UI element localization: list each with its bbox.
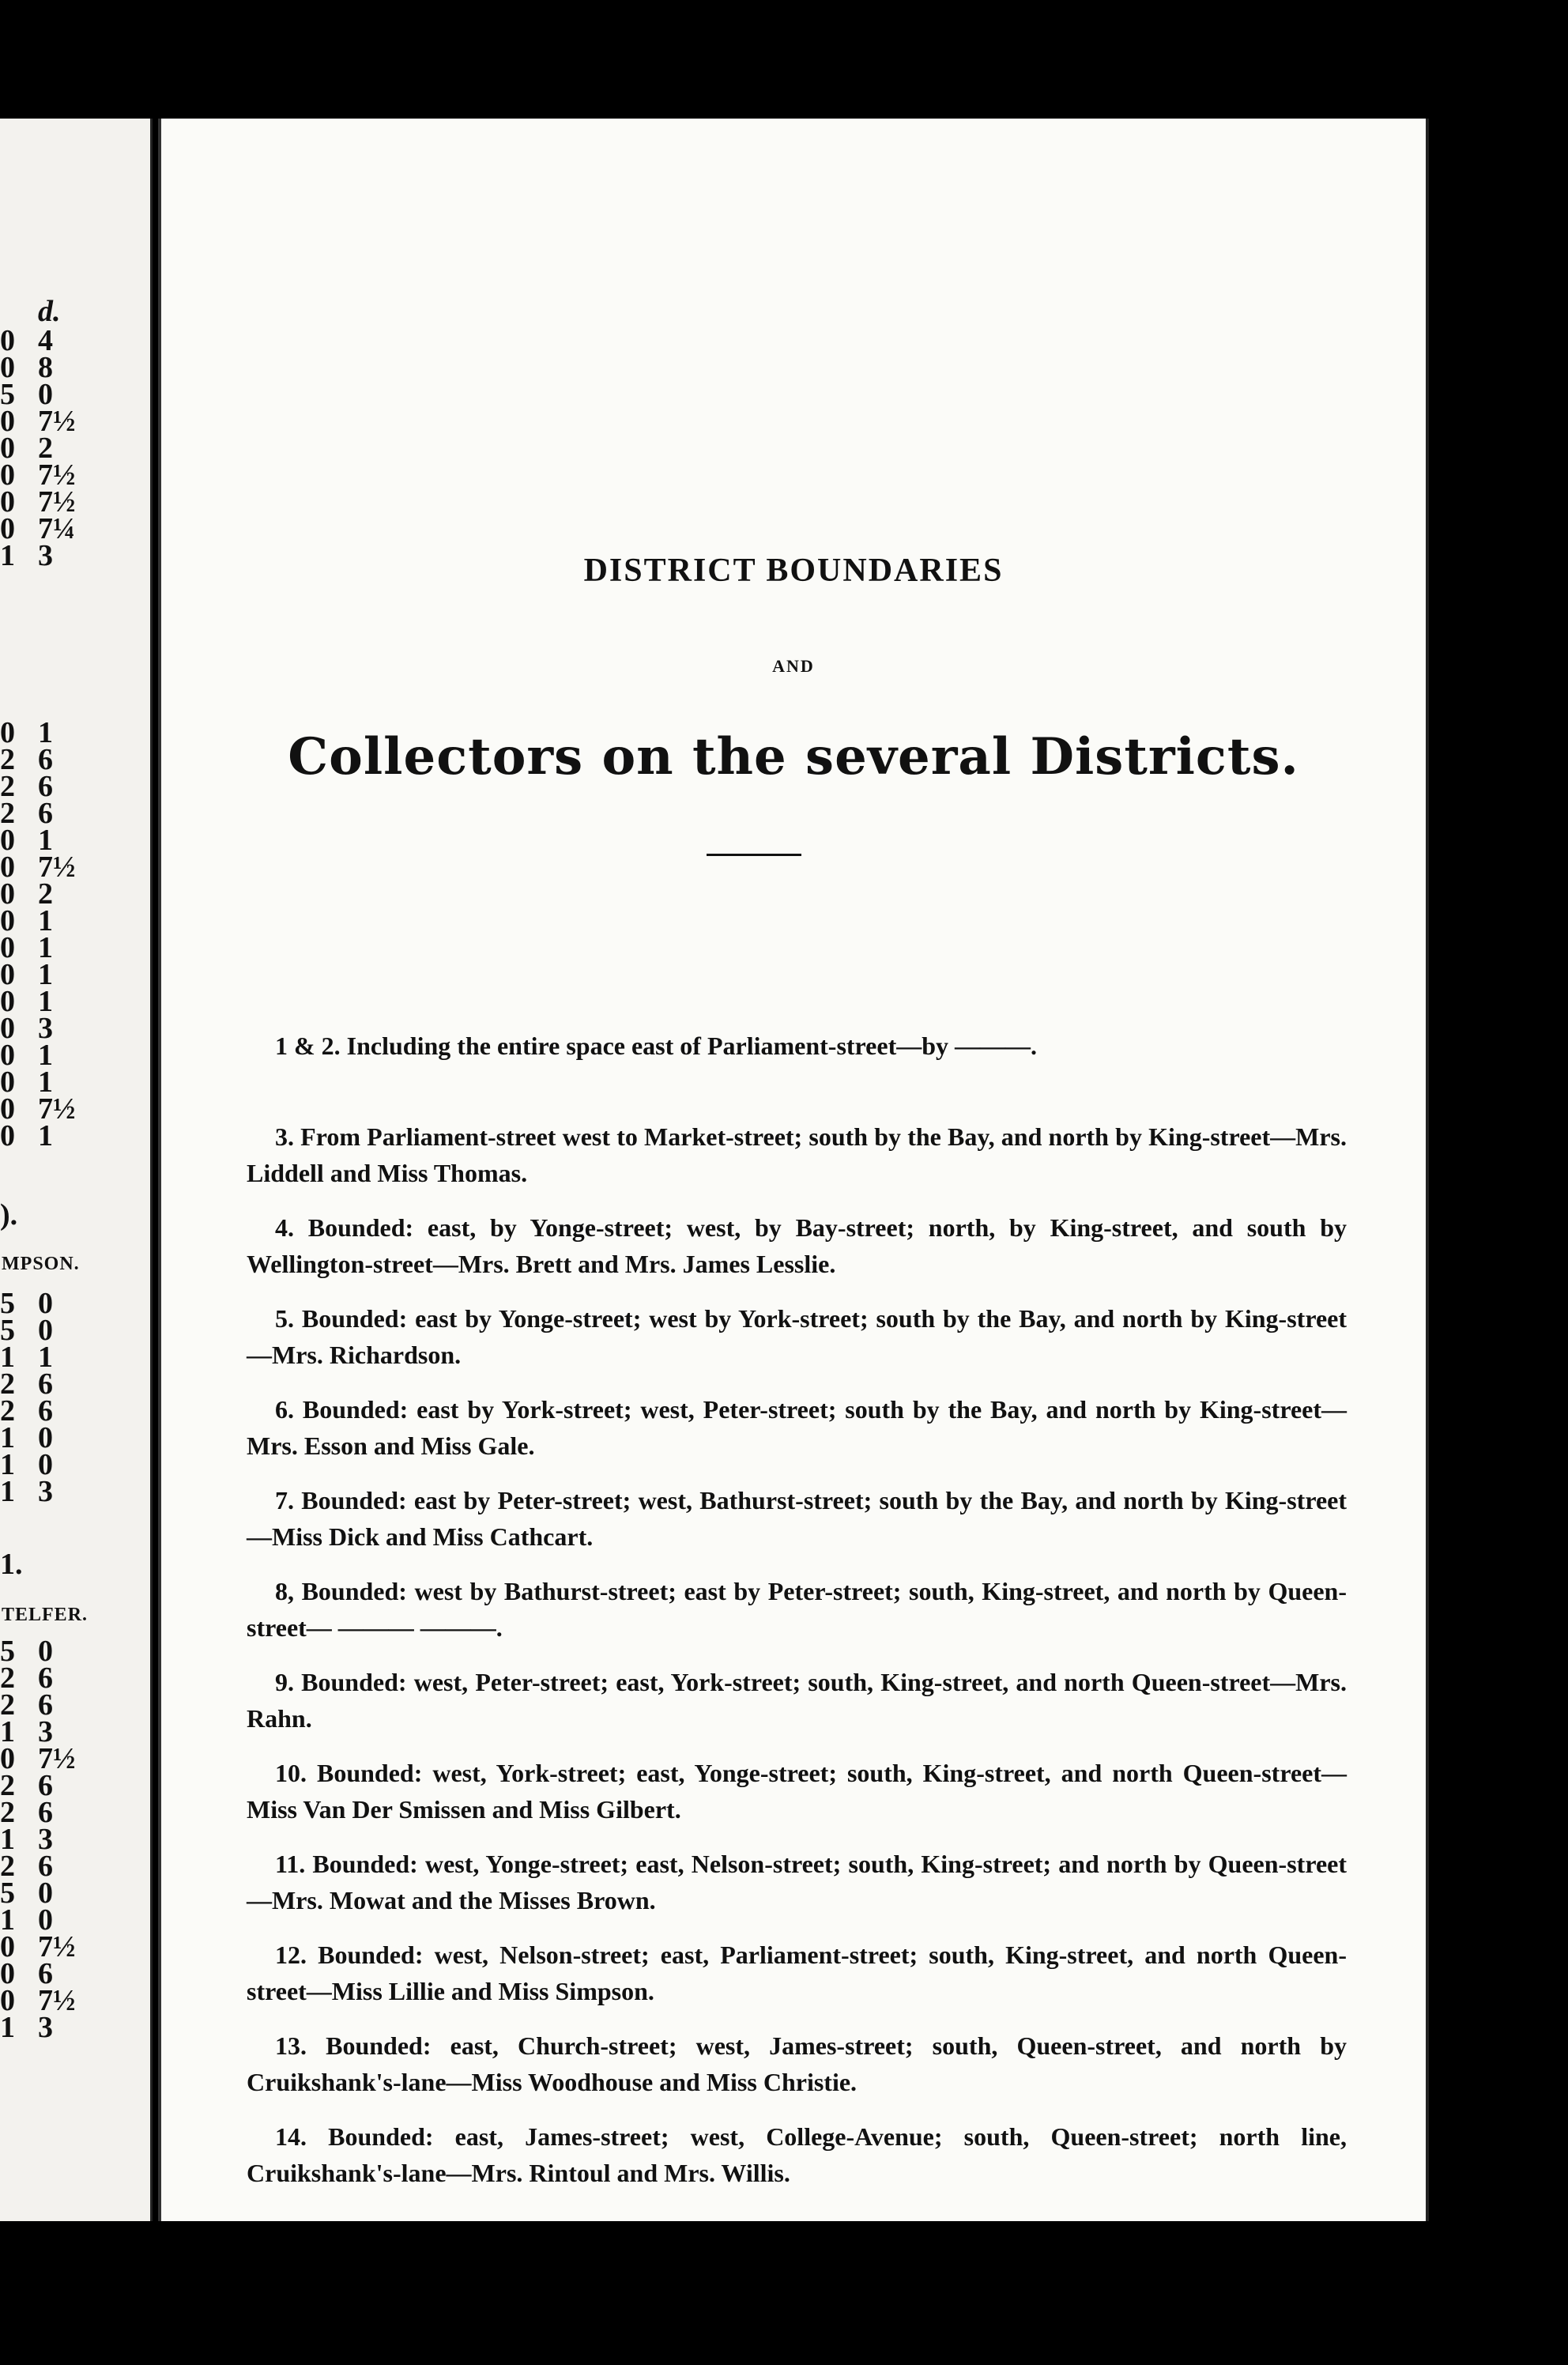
left-page-value: 1 bbox=[0, 1448, 15, 1481]
district-entry: 5. Bounded: east by Yonge-street; west by York-street; south by the Bay, and north by King-street—Mrs. Richardson. bbox=[247, 1304, 1347, 1369]
left-page-value: 0 bbox=[0, 405, 15, 438]
left-page-value: 7½ bbox=[38, 485, 76, 519]
district-entry: 12. Bounded: west, Nelson-street; east, Parliament-street; south, King-street, and north Queen-street—Miss Lillie and Miss Simpson. bbox=[247, 1941, 1347, 2005]
left-page-value: 0 bbox=[0, 1984, 15, 2017]
left-page-value: 5 bbox=[0, 1635, 15, 1668]
district-entry: 10. Bounded: west, York-street; east, Yonge-street; south, King-street, and north Queen-street—Miss Van Der Smissen and Miss Gilbert. bbox=[247, 1759, 1347, 1824]
left-page-value: 2 bbox=[0, 1688, 15, 1722]
left-page-value: 3 bbox=[38, 2011, 53, 2044]
left-page-value: 1 bbox=[38, 904, 53, 937]
left-page-label: TELFER. bbox=[2, 1605, 89, 1625]
left-page-value: 1 bbox=[38, 985, 53, 1018]
left-page-value: 6 bbox=[38, 797, 53, 830]
left-page-value: 5 bbox=[0, 1287, 15, 1320]
left-page-value: 1 bbox=[38, 1066, 53, 1099]
left-page-label: MPSON. bbox=[2, 1254, 80, 1274]
left-page-value: 1 bbox=[0, 2011, 15, 2044]
left-page-value: 0 bbox=[38, 1635, 53, 1668]
left-page-value: 7½ bbox=[38, 1984, 76, 2017]
left-page-value: 0 bbox=[0, 958, 15, 991]
left-page-value: 0 bbox=[0, 1119, 15, 1152]
district-entry: 4. Bounded: east, by Yonge-street; west, by Bay-street; north, by King-street, and south by Wellington-street—Mrs. Brett and Mrs. James Lesslie. bbox=[247, 1213, 1347, 1278]
left-page-fragment bbox=[0, 119, 153, 2221]
left-page-value: 3 bbox=[38, 1715, 53, 1748]
left-page-value: 2 bbox=[38, 432, 53, 465]
left-page-value: 8 bbox=[38, 351, 53, 384]
left-page-value: 7½ bbox=[38, 405, 76, 438]
left-page-value: 3 bbox=[38, 1012, 53, 1045]
left-page-value: 6 bbox=[38, 1850, 53, 1883]
left-page-value: 5 bbox=[0, 1877, 15, 1910]
left-page-value: 7½ bbox=[38, 1742, 76, 1775]
left-page-value: 6 bbox=[38, 1367, 53, 1401]
left-page-value: 7½ bbox=[38, 1092, 76, 1126]
district-entry: 11. Bounded: west, Yonge-street; east, Nelson-street; south, King-street; and north by Queen-street—Mrs. Mowat and the Misses Brown. bbox=[247, 1850, 1347, 1914]
left-page-value: 1 bbox=[38, 716, 53, 749]
left-page-value: 0 bbox=[0, 851, 15, 884]
left-page-value: 6 bbox=[38, 1796, 53, 1829]
left-page-value: 3 bbox=[38, 539, 53, 572]
district-entry: 9. Bounded: west, Peter-street; east, York-street; south, King-street, and north Queen-street—Mrs. Rahn. bbox=[247, 1668, 1347, 1733]
left-page-value: 2 bbox=[0, 1662, 15, 1695]
left-page-value: 1 bbox=[0, 1421, 15, 1454]
left-page-label: ). bbox=[0, 1198, 18, 1232]
district-entry: 1 & 2. Including the entire space east of Parliament-street—by ———. bbox=[275, 1032, 1038, 1060]
left-page-value: 2 bbox=[0, 743, 15, 776]
left-page-label: d. bbox=[38, 295, 61, 328]
left-page-value: 6 bbox=[38, 743, 53, 776]
left-page-value: 0 bbox=[38, 1314, 53, 1347]
left-page-value: 1 bbox=[38, 958, 53, 991]
left-page-value: 0 bbox=[0, 1012, 15, 1045]
district-entry: 3. From Parliament-street west to Market-street; south by the Bay, and north by King-street—Mrs. Liddell and Miss Thomas. bbox=[247, 1122, 1347, 1187]
left-page-value: 7½ bbox=[38, 851, 76, 884]
left-page-value: 2 bbox=[0, 1796, 15, 1829]
left-page-value: 0 bbox=[0, 1039, 15, 1072]
left-page-value: 0 bbox=[0, 1742, 15, 1775]
left-page-value: 3 bbox=[38, 1475, 53, 1508]
left-page-value: 0 bbox=[0, 512, 15, 545]
left-page-value: 0 bbox=[0, 1092, 15, 1126]
left-page-value: 1 bbox=[38, 1119, 53, 1152]
left-page-value: 0 bbox=[38, 1421, 53, 1454]
left-page-value: 1 bbox=[0, 1903, 15, 1937]
left-page-value: 0 bbox=[38, 1448, 53, 1481]
left-page-value: 6 bbox=[38, 1769, 53, 1802]
left-page-value: 3 bbox=[38, 1823, 53, 1856]
main-page bbox=[158, 119, 1429, 2221]
left-page-value: 5 bbox=[0, 1314, 15, 1347]
left-page-value: 0 bbox=[0, 1930, 15, 1963]
left-page-value: 2 bbox=[0, 797, 15, 830]
left-page-value: 2 bbox=[0, 1769, 15, 1802]
divider-rule bbox=[707, 854, 801, 856]
left-page-value: 0 bbox=[0, 716, 15, 749]
left-page-value: 0 bbox=[38, 378, 53, 411]
left-page-label: 1. bbox=[0, 1548, 23, 1581]
left-page-value: 2 bbox=[0, 770, 15, 803]
left-page-value: 1 bbox=[0, 1715, 15, 1748]
left-page-value: 0 bbox=[38, 1877, 53, 1910]
district-entry: 6. Bounded: east by York-street; west, Peter-street; south by the Bay, and north by King-street—Mrs. Esson and Miss Gale. bbox=[247, 1395, 1347, 1460]
left-page-value: 0 bbox=[0, 324, 15, 357]
left-page-value: 1 bbox=[0, 1475, 15, 1508]
left-page-value: 6 bbox=[38, 1662, 53, 1695]
left-page-value: 0 bbox=[0, 931, 15, 964]
left-page-value: 0 bbox=[0, 1066, 15, 1099]
left-page-value: 1 bbox=[0, 539, 15, 572]
left-page-value: 0 bbox=[38, 1903, 53, 1937]
left-page-value: 0 bbox=[38, 1287, 53, 1320]
left-page-value: 0 bbox=[0, 824, 15, 857]
left-page-value: 7½ bbox=[38, 458, 76, 492]
page-title: DISTRICT BOUNDARIES bbox=[583, 553, 1004, 589]
left-page-value: 2 bbox=[0, 1367, 15, 1401]
left-page-value: 0 bbox=[0, 877, 15, 911]
left-page-value: 2 bbox=[38, 877, 53, 911]
page-subtitle: Collectors on the several Districts. bbox=[288, 727, 1299, 786]
district-entry: 7. Bounded: east by Peter-street; west, Bathurst-street; south by the Bay, and north by King-street—Miss Dick and Miss Cathcart. bbox=[247, 1486, 1347, 1551]
district-entry: 14. Bounded: east, James-street; west, College-Avenue; south, Queen-street; north line, Cruikshank's-lane—Mrs. Rintoul and Mrs. Willis. bbox=[247, 2122, 1347, 2187]
left-page-value: 5 bbox=[0, 378, 15, 411]
left-page-value: 0 bbox=[0, 485, 15, 519]
left-page-value: 6 bbox=[38, 1688, 53, 1722]
district-entry: 13. Bounded: east, Church-street; west, James-street; south, Queen-street, and north by Cruikshank's-lane—Miss Woodhouse and Miss Christie. bbox=[247, 2031, 1347, 2096]
left-page-value: 6 bbox=[38, 1394, 53, 1428]
left-page-value: 6 bbox=[38, 770, 53, 803]
title-connector: AND bbox=[772, 656, 815, 676]
left-page-value: 1 bbox=[38, 931, 53, 964]
left-page-value: 0 bbox=[0, 351, 15, 384]
left-page-value: 0 bbox=[0, 432, 15, 465]
left-page-value: 0 bbox=[0, 904, 15, 937]
left-page-value: 1 bbox=[38, 1341, 53, 1374]
district-entry: 8, Bounded: west by Bathurst-street; east by Peter-street; south, King-street, and north by Queen-street— ——— ———. bbox=[247, 1577, 1347, 1642]
left-page-value: 2 bbox=[0, 1850, 15, 1883]
left-page-value: 0 bbox=[0, 1957, 15, 1990]
left-page-value: 7½ bbox=[38, 1930, 76, 1963]
left-page-value: 7¼ bbox=[38, 512, 76, 545]
left-page-value: 1 bbox=[0, 1341, 15, 1374]
left-page-value: 1 bbox=[0, 1823, 15, 1856]
left-page-value: 1 bbox=[38, 824, 53, 857]
left-page-value: 6 bbox=[38, 1957, 53, 1990]
left-page-value: 0 bbox=[0, 458, 15, 492]
left-page-value: 4 bbox=[38, 324, 53, 357]
left-page-value: 2 bbox=[0, 1394, 15, 1428]
left-page-value: 1 bbox=[38, 1039, 53, 1072]
left-page-value: 0 bbox=[0, 985, 15, 1018]
